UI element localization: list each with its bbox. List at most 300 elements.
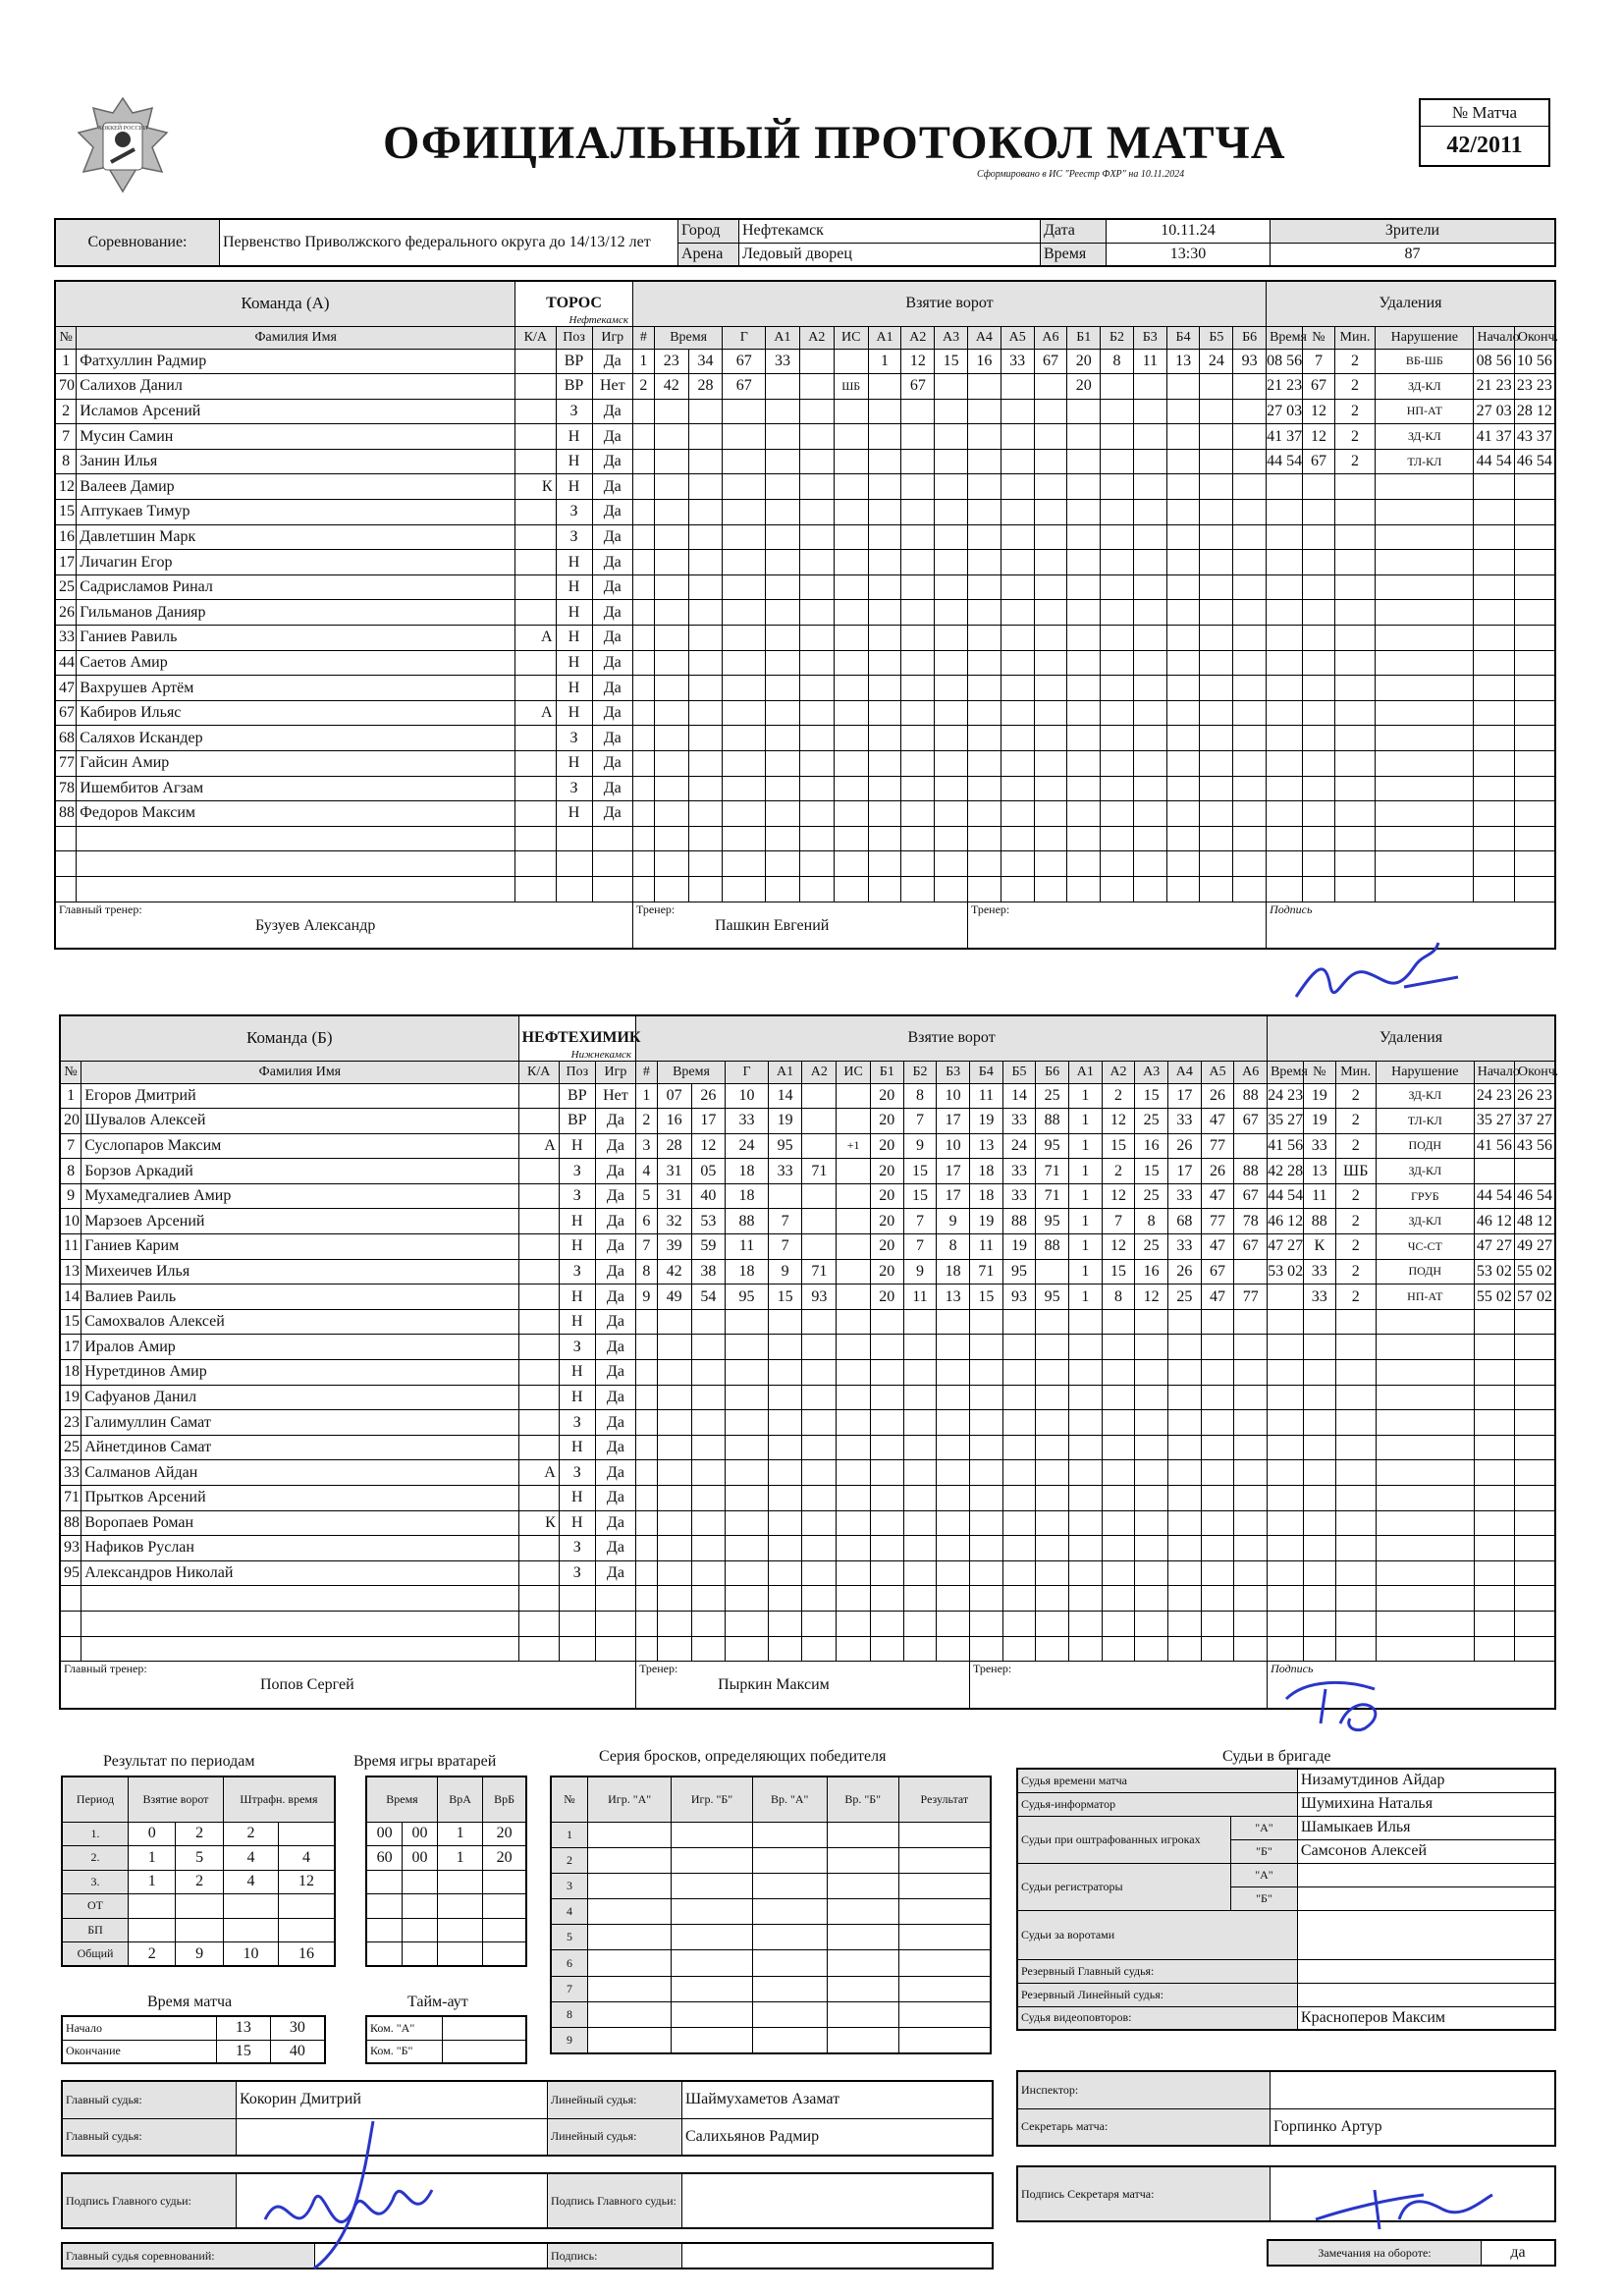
empty-cell [834, 676, 868, 701]
empty-cell [1267, 474, 1303, 500]
player-name: Саляхов Искандер [77, 726, 515, 751]
empty-cell [1101, 876, 1134, 902]
empty-cell [1304, 1536, 1336, 1561]
penalty-time [1267, 349, 1303, 374]
penalty-minute: 46 [1268, 1212, 1284, 1230]
penalty-time [1268, 1259, 1304, 1285]
empty-cell [1036, 1385, 1069, 1410]
goal-onice: 1 [1069, 1259, 1103, 1285]
competition-label: Соревнование: [55, 219, 220, 266]
empty-cell [1234, 1360, 1268, 1386]
empty-cell [726, 1360, 768, 1386]
player-played: Да [595, 1385, 635, 1410]
empty-cell [1133, 500, 1166, 525]
empty-cell [726, 1435, 768, 1460]
table-row [60, 1636, 1555, 1662]
period-row [62, 1870, 335, 1894]
empty-cell [935, 574, 968, 600]
empty-cell [766, 550, 800, 575]
penalty-violation: ГРУБ [1376, 1183, 1474, 1209]
shootout-number: 3 [551, 1873, 588, 1898]
empty-cell [1334, 650, 1375, 676]
empty-cell [1304, 1510, 1336, 1536]
goal-onice: 20 [1067, 349, 1101, 374]
empty-cell [868, 700, 901, 726]
penalty-minutes: 2 [1335, 1285, 1376, 1310]
penalty-start [1474, 1183, 1514, 1209]
empty-cell [1200, 524, 1233, 550]
goal-scorer: 18 [726, 1183, 768, 1209]
goal-onice: 1 [1069, 1083, 1103, 1109]
reserve-line-label: Резервный Линейный судья: [1017, 1983, 1297, 2006]
empty-cell [1376, 1360, 1474, 1386]
match-start-min: 13 [217, 2016, 271, 2040]
empty-cell [903, 1335, 937, 1360]
player-number: 1 [60, 1083, 81, 1109]
player-number: 44 [55, 650, 77, 676]
period-goals-a [129, 1918, 176, 1942]
penalty-minutes: 2 [1334, 374, 1375, 400]
shootout-row [551, 2028, 991, 2053]
empty-cell [723, 424, 766, 450]
empty-cell [1201, 1586, 1234, 1612]
empty-cell [1376, 726, 1474, 751]
player-number: 68 [55, 726, 77, 751]
empty-cell [726, 1536, 768, 1561]
empty-cell [723, 851, 766, 877]
team_a-col-pen-min: Мин. [1334, 326, 1375, 349]
empty-cell [723, 676, 766, 701]
empty-cell [726, 1611, 768, 1636]
empty-cell [766, 524, 800, 550]
empty-cell [654, 751, 688, 777]
empty-cell [1135, 1410, 1168, 1436]
empty-cell [1067, 700, 1101, 726]
penalty-end [1515, 1109, 1555, 1134]
empty-cell [1069, 1410, 1103, 1436]
empty-cell [1034, 449, 1067, 474]
player-name [77, 851, 515, 877]
empty-cell [1101, 851, 1134, 877]
sig-main-label: Подпись Главного судьи: [62, 2173, 237, 2228]
empty-cell [1168, 1335, 1202, 1360]
empty-cell [901, 574, 935, 600]
table-row [60, 1083, 1555, 1109]
penalty-start [1474, 449, 1514, 474]
goal-onice: 7 [903, 1209, 937, 1234]
table-row [55, 449, 1555, 474]
empty-cell [1304, 1335, 1336, 1360]
empty-cell [1067, 550, 1101, 575]
player-number: 25 [60, 1435, 81, 1460]
empty-cell [1133, 550, 1166, 575]
goal-onice: 12 [1102, 1183, 1135, 1209]
empty-cell [723, 399, 766, 424]
player-position [556, 876, 592, 902]
penalty-player: 12 [1303, 399, 1335, 424]
player-position [559, 1586, 595, 1612]
empty-cell [870, 1385, 903, 1410]
empty-cell [766, 500, 800, 525]
player-played [595, 1636, 635, 1662]
penalty-time [1268, 1234, 1304, 1260]
team_a-col-played: Игр [592, 326, 632, 349]
team_b-col-onice: Б6 [1036, 1061, 1069, 1083]
empty-cell [1335, 1385, 1376, 1410]
table-row [55, 524, 1555, 550]
empty-cell [1200, 776, 1233, 801]
empty-cell [1514, 876, 1555, 902]
empty-cell [969, 1486, 1002, 1511]
empty-cell [1267, 726, 1303, 751]
empty-cell [1036, 1335, 1069, 1360]
empty-cell [834, 776, 868, 801]
arena-label: Арена [678, 243, 739, 266]
goal-scorer: 67 [723, 349, 766, 374]
penalty-judges-label: Судьи при оштрафованных игроках [1017, 1816, 1231, 1863]
penalty-minute: 44 [1268, 1187, 1284, 1205]
penalty-player: 67 [1303, 374, 1335, 400]
empty-cell [723, 474, 766, 500]
empty-cell [654, 524, 688, 550]
penalty-violation: ЧС-СТ [1376, 1234, 1474, 1260]
empty-cell [1001, 626, 1034, 651]
team_b-col-pen-start: Начало [1474, 1061, 1514, 1083]
player-name: Давлетшин Марк [77, 524, 515, 550]
goal-scorer: 18 [726, 1159, 768, 1184]
empty-cell [1168, 1636, 1202, 1662]
penalty-minutes: 2 [1335, 1259, 1376, 1285]
empty-cell [657, 1636, 691, 1662]
player-played: Да [592, 650, 632, 676]
empty-cell [898, 1950, 991, 1976]
penalty-time [1268, 1133, 1304, 1159]
empty-cell [1201, 1335, 1234, 1360]
penalty-second: 56 [1287, 1136, 1304, 1154]
empty-cell [1303, 726, 1335, 751]
goal-onice: 1 [868, 349, 901, 374]
empty-cell [868, 876, 901, 902]
empty-cell [967, 826, 1001, 851]
empty-cell [1036, 1410, 1069, 1436]
empty-cell [752, 1873, 827, 1898]
goalie-minute [366, 1918, 403, 1942]
empty-cell [1267, 851, 1303, 877]
timeout-b-label: Ком. "Б" [366, 2040, 443, 2063]
penalty-end-min: 37 [1517, 1112, 1534, 1129]
empty-cell [752, 1899, 827, 1925]
empty-cell [1034, 574, 1067, 600]
match-start-label: Начало [62, 2016, 217, 2040]
empty-cell [901, 626, 935, 651]
empty-cell [967, 851, 1001, 877]
empty-cell [1474, 826, 1514, 851]
empty-cell [1514, 700, 1555, 726]
empty-cell [1233, 474, 1267, 500]
player-name: Личагин Егор [77, 550, 515, 575]
player-number: 10 [60, 1209, 81, 1234]
goal-number: 8 [636, 1259, 658, 1285]
empty-cell [1133, 600, 1166, 626]
empty-cell [1268, 1486, 1304, 1511]
goal-minute: 23 [654, 349, 688, 374]
empty-cell [1101, 600, 1134, 626]
empty-cell [1335, 1560, 1376, 1586]
table-row [60, 1133, 1555, 1159]
empty-cell [834, 876, 868, 902]
empty-cell [837, 1309, 871, 1335]
empty-cell [1067, 851, 1101, 877]
empty-cell [1069, 1536, 1103, 1561]
empty-cell [870, 1460, 903, 1486]
empty-cell [802, 1410, 837, 1436]
empty-cell [1101, 700, 1134, 726]
empty-cell [1234, 1309, 1268, 1335]
empty-cell [1201, 1360, 1234, 1386]
empty-cell [935, 876, 968, 902]
empty-cell [1036, 1460, 1069, 1486]
empty-cell [837, 1360, 871, 1386]
empty-cell [1376, 1510, 1474, 1536]
player-name: Михеичев Илья [81, 1259, 518, 1285]
player-role [515, 449, 556, 474]
empty-cell [672, 1822, 752, 1847]
empty-cell [1474, 1385, 1514, 1410]
empty-cell [868, 574, 901, 600]
empty-cell [1166, 776, 1200, 801]
empty-cell [1168, 1385, 1202, 1410]
player-number: 71 [60, 1486, 81, 1511]
penalty-start [1474, 374, 1514, 400]
empty-cell [1001, 851, 1034, 877]
empty-cell [1101, 424, 1134, 450]
empty-cell [870, 1360, 903, 1386]
empty-cell [1515, 1636, 1555, 1662]
empty-cell [657, 1611, 691, 1636]
empty-cell [1233, 826, 1267, 851]
empty-cell [834, 826, 868, 851]
empty-cell [654, 676, 688, 701]
goal-assist-1: 9 [768, 1259, 802, 1285]
empty-cell [969, 1636, 1002, 1662]
team_a-col-ka: К/А [515, 326, 556, 349]
player-role [518, 1285, 559, 1310]
empty-cell [1001, 726, 1034, 751]
empty-cell [1101, 449, 1134, 474]
empty-cell [1133, 801, 1166, 827]
empty-cell [766, 700, 800, 726]
line-judge-2-label: Линейный судья: [548, 2118, 682, 2156]
empty-cell [1101, 474, 1134, 500]
goalie-second [403, 1870, 438, 1894]
goalie-row [366, 1918, 526, 1942]
goal-onice: 71 [1036, 1183, 1069, 1209]
player-name [81, 1586, 518, 1612]
empty-cell [1166, 851, 1200, 877]
empty-cell [1334, 600, 1375, 626]
table-row [55, 374, 1555, 400]
penalty-start [1474, 1259, 1514, 1285]
team_a-col-pos: Поз [556, 326, 592, 349]
empty-cell [1514, 600, 1555, 626]
empty-cell [688, 751, 723, 777]
player-position: Н [559, 1234, 595, 1260]
empty-cell [901, 399, 935, 424]
empty-cell [1303, 751, 1335, 777]
empty-cell [768, 1611, 802, 1636]
penalty-time [1268, 1083, 1304, 1109]
table-row [60, 1611, 1555, 1636]
player-position: Н [556, 474, 592, 500]
reg-a-tag: "А" [1231, 1863, 1298, 1886]
empty-cell [1304, 1460, 1336, 1486]
empty-cell [868, 676, 901, 701]
penalty-start [1474, 399, 1514, 424]
empty-cell [935, 776, 968, 801]
player-role [515, 851, 556, 877]
empty-cell [1200, 876, 1233, 902]
team_b-col-goal-scorer: Г [726, 1061, 768, 1083]
goal-onice: 20 [870, 1259, 903, 1285]
penalty-time [1267, 424, 1303, 450]
empty-cell [766, 876, 800, 902]
player-name: Гильманов Данияр [77, 600, 515, 626]
team_a-city: Нефтекамск [568, 313, 628, 326]
empty-cell [1234, 1560, 1268, 1586]
empty-cell [1268, 1560, 1304, 1586]
penalty-violation: ТЛ-КЛ [1376, 1109, 1474, 1134]
empty-cell [1303, 676, 1335, 701]
player-played [592, 826, 632, 851]
empty-cell [868, 474, 901, 500]
empty-cell [766, 600, 800, 626]
goal-onice: 1 [1069, 1109, 1103, 1134]
goal-minute: 28 [657, 1133, 691, 1159]
player-played: Да [595, 1560, 635, 1586]
empty-cell [969, 1385, 1002, 1410]
spectators: 87 [1271, 243, 1556, 266]
empty-cell [1133, 424, 1166, 450]
periods-col-pim: Штрафн. время [223, 1777, 335, 1822]
empty-cell [1102, 1460, 1135, 1486]
table-row [60, 1460, 1555, 1486]
player-played [595, 1611, 635, 1636]
player-played: Да [595, 1536, 635, 1561]
goal-onice: 33 [1002, 1159, 1036, 1184]
empty-cell [935, 851, 968, 877]
goal-assist-1 [766, 374, 800, 400]
player-name: Салманов Айдан [81, 1460, 518, 1486]
empty-cell [1474, 1586, 1514, 1612]
penalty-end-min: 26 [1517, 1086, 1534, 1104]
empty-cell [588, 2001, 672, 2027]
empty-cell [1304, 1309, 1336, 1335]
empty-cell [1034, 801, 1067, 827]
table-row [60, 1309, 1555, 1335]
empty-cell [1034, 550, 1067, 575]
empty-cell [1002, 1460, 1036, 1486]
empty-cell [691, 1335, 726, 1360]
empty-cell [636, 1560, 658, 1586]
player-role [518, 1109, 559, 1134]
penalty-end [1515, 1209, 1555, 1234]
player-role [515, 574, 556, 600]
empty-cell [766, 574, 800, 600]
player-name: Ишембитов Агзам [77, 776, 515, 801]
empty-cell [1303, 500, 1335, 525]
player-role [518, 1309, 559, 1335]
empty-cell [1201, 1460, 1234, 1486]
penalty-minute: 24 [1268, 1086, 1284, 1104]
penalty-start-min: 44 [1476, 1187, 1492, 1205]
penalty-start [1474, 1159, 1514, 1184]
table-row [55, 424, 1555, 450]
team_a-col-pen-time: Время [1267, 326, 1303, 349]
empty-cell [802, 1435, 837, 1460]
player-played [595, 1586, 635, 1612]
empty-cell [768, 1536, 802, 1561]
penalty-start [1474, 1109, 1514, 1134]
match-number-label: № Матча [1421, 100, 1548, 127]
goal-situation [837, 1109, 871, 1134]
empty-cell [935, 449, 968, 474]
goal-onice [1133, 374, 1166, 400]
team_b-col-onice: А4 [1168, 1061, 1202, 1083]
team_a-col-onice: А4 [967, 326, 1001, 349]
period-goals-a: 0 [129, 1822, 176, 1846]
player-name [81, 1611, 518, 1636]
empty-cell [672, 1925, 752, 1950]
empty-cell [802, 1636, 837, 1662]
table-row [60, 1560, 1555, 1586]
empty-cell [1515, 1611, 1555, 1636]
empty-cell [898, 1899, 991, 1925]
goal-onice: 33 [1168, 1234, 1202, 1260]
penalty-minute: 27 [1267, 402, 1283, 419]
player-role [518, 1435, 559, 1460]
goalie-row [366, 1822, 526, 1846]
goal-second: 26 [691, 1083, 726, 1109]
team_a-col-onice: Б5 [1200, 326, 1233, 349]
player-role [518, 1259, 559, 1285]
penalty-start-min: 21 [1476, 377, 1492, 395]
team_b-col-onice: А3 [1135, 1061, 1168, 1083]
player-number: 13 [60, 1259, 81, 1285]
goal-onice: 10 [937, 1133, 970, 1159]
table-row [55, 676, 1555, 701]
goal-onice: 12 [1102, 1109, 1135, 1134]
goal-onice: 88 [1234, 1159, 1268, 1184]
empty-cell [967, 726, 1001, 751]
empty-cell [768, 1586, 802, 1612]
empty-cell [1514, 524, 1555, 550]
team_b-penalties-title: Удаления [1268, 1015, 1555, 1061]
empty-cell [1334, 474, 1375, 500]
empty-cell [1201, 1309, 1234, 1335]
penalty-violation: НП-АТ [1376, 1285, 1474, 1310]
empty-cell [768, 1309, 802, 1335]
empty-cell [1002, 1335, 1036, 1360]
empty-cell [1133, 700, 1166, 726]
goal-onice: 12 [901, 349, 935, 374]
team-a-section [54, 280, 1559, 950]
player-position: Н [556, 626, 592, 651]
empty-cell [1034, 876, 1067, 902]
goal-onice: 8 [1102, 1285, 1135, 1310]
team_b-col-pos: Поз [559, 1061, 595, 1083]
city-label: Город [678, 219, 739, 243]
penalty-violation: ПОДН [1376, 1259, 1474, 1285]
